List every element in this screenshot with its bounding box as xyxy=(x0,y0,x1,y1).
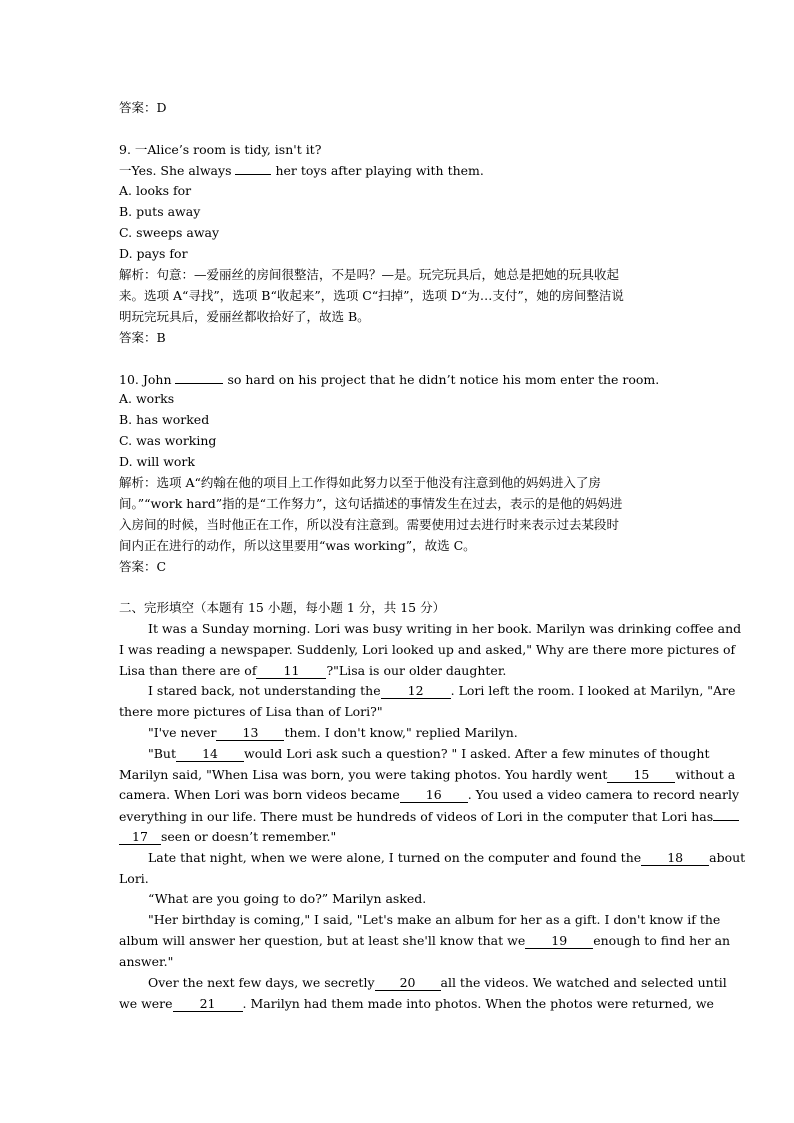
passage-text: Over the next few days, we secretly xyxy=(148,975,375,990)
q9-stem-text-a: 一Yes. She always xyxy=(119,163,236,178)
q10-stem-text-a: 10. John xyxy=(119,372,176,387)
passage-line: It was a Sunday morning. Lori was busy writing in her book. Marilyn was drinking coffee and xyxy=(148,621,742,636)
q9-stem-line1: 9. 一Alice’s room is tidy, isn't it? xyxy=(119,142,322,157)
passage-line: “What are you going to do?” Marilyn asked. xyxy=(148,891,427,906)
passage-line xyxy=(148,848,745,868)
passage-text: Late that night, when we were alone, I turned on the computer and found the xyxy=(148,850,642,865)
passage-text: Marilyn said, "When Lisa was born, you were taking photos. You hardly went xyxy=(119,767,608,782)
passage-line: I was reading a newspaper. Suddenly, Lori looked up and asked," Why are there more pictures of xyxy=(119,642,736,657)
q9-analysis-line2: 来。选项 A“寻找”，选项 B“收起来”，选项 C“扫掉”，选项 D“为…支付”，她的房间整洁说 xyxy=(119,288,624,303)
passage-text: them. I don't know," replied Marilyn. xyxy=(284,725,518,740)
q9-blank xyxy=(235,160,271,175)
q10-stem xyxy=(119,369,659,390)
passage-line xyxy=(119,785,739,805)
passage-text: camera. When Lori was born videos became xyxy=(119,787,400,802)
passage-text: everything in our life. There must be hundreds of videos of Lori in the computer that Lori has xyxy=(119,809,714,824)
q10-option-b: B. has worked xyxy=(119,412,210,427)
passage-text: Lisa than there are of xyxy=(119,663,257,678)
q10-stem-text-b: so hard on his project that he didn’t notice his mom enter the room. xyxy=(223,372,660,387)
q9-analysis-line3: 明玩完玩具后，爱丽丝都收拾好了，故选 B。 xyxy=(119,309,370,324)
q10-analysis-line3: 入房间的时候，当时他正在工作，所以没有注意到。需要使用过去进行时来表示过去某段时 xyxy=(119,517,620,532)
passage-line xyxy=(119,765,735,785)
q10-option-a: A. works xyxy=(119,391,175,406)
q10-blank xyxy=(175,369,223,384)
blank-17: 17 xyxy=(119,830,161,845)
q10-analysis-line1: 解析：选项 A“约翰在他的项目上工作得如此努力以至于他没有注意到他的妈妈进入了房 xyxy=(119,475,601,490)
passage-text: . Lori left the room. I looked at Marilyn, "Are xyxy=(450,683,736,698)
blank-20: 20 xyxy=(375,976,441,991)
passage-line xyxy=(119,994,714,1014)
q10-option-c: C. was working xyxy=(119,433,217,448)
q9-stem-text-b: her toys after playing with them. xyxy=(271,163,484,178)
passage-line xyxy=(148,973,727,993)
passage-text: . You used a video camera to record nearly xyxy=(467,787,740,802)
passage-text: about xyxy=(709,850,746,865)
blank-17-start xyxy=(713,806,739,821)
passage-text: without a xyxy=(675,767,736,782)
passage-text: "I've never xyxy=(148,725,217,740)
blank-19: 19 xyxy=(525,934,593,949)
q9-answer: 答案：B xyxy=(119,330,166,345)
passage-text: we were xyxy=(119,996,173,1011)
passage-line xyxy=(119,931,730,951)
passage-line xyxy=(148,744,709,764)
q9-option-a: A. looks for xyxy=(119,183,192,198)
passage-line xyxy=(148,681,735,701)
passage-text: ?"Lisa is our older daughter. xyxy=(326,663,507,678)
passage-text: all the videos. We watched and selected until xyxy=(440,975,727,990)
blank-11: 11 xyxy=(256,664,326,679)
passage-line xyxy=(148,723,518,743)
answer-previous: 答案：D xyxy=(119,100,167,115)
blank-15: 15 xyxy=(607,768,675,783)
passage-line: "Her birthday is coming," I said, "Let's make an album for her as a gift. I don't know if the xyxy=(148,912,721,927)
q9-stem-line2 xyxy=(119,160,484,181)
q10-analysis-line4: 间内正在进行的动作，所以这里要用“was working”，故选 C。 xyxy=(119,538,476,553)
q10-answer: 答案：C xyxy=(119,559,167,574)
passage-line xyxy=(119,827,336,847)
passage-text: album will answer her question, but at least she'll know that we xyxy=(119,933,526,948)
q9-option-d: D. pays for xyxy=(119,246,188,261)
passage-text: "But xyxy=(148,746,177,761)
passage-line: answer." xyxy=(119,954,174,969)
passage-line: Lori. xyxy=(119,871,149,886)
blank-18: 18 xyxy=(641,851,709,866)
q9-option-b: B. puts away xyxy=(119,204,201,219)
blank-12: 12 xyxy=(381,684,451,699)
passage-text: seen or doesn’t remember." xyxy=(161,829,337,844)
passage-line xyxy=(119,806,739,827)
passage-line: there more pictures of Lisa than of Lori?" xyxy=(119,704,383,719)
passage-text: enough to find her an xyxy=(593,933,731,948)
q10-option-d: D. will work xyxy=(119,454,195,469)
section-heading: 二、完形填空（本题有 15 小题，每小题 1 分，共 15 分） xyxy=(119,600,446,615)
passage-text: I stared back, not understanding the xyxy=(148,683,381,698)
blank-21: 21 xyxy=(173,997,243,1012)
q9-analysis-line1: 解析：句意：—爱丽丝的房间很整洁，不是吗？—是。玩完玩具后，她总是把她的玩具收起 xyxy=(119,267,620,282)
blank-16: 16 xyxy=(400,788,468,803)
passage-text: . Marilyn had them made into photos. When the photos were returned, we xyxy=(242,996,714,1011)
blank-13: 13 xyxy=(216,726,284,741)
passage-line xyxy=(119,661,506,681)
q10-analysis-line2: 间。”“work hard”指的是“工作努力”，这句话描述的事情发生在过去，表示的是他的妈妈进 xyxy=(119,496,623,511)
passage-text: would Lori ask such a question? " I asked. After a few minutes of thought xyxy=(244,746,710,761)
blank-14: 14 xyxy=(176,747,244,762)
q9-option-c: C. sweeps away xyxy=(119,225,220,240)
